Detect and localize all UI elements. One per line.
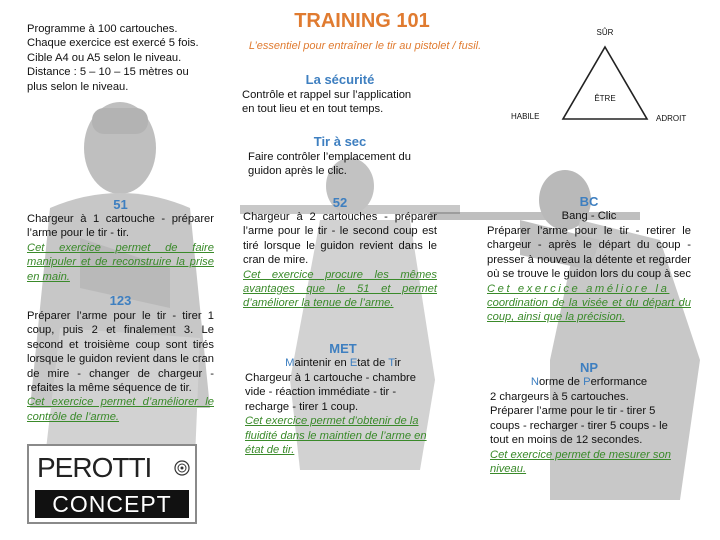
met-note: Cet exercice permet d’obtenir de la fluidité dans le maintien de l’arme en état de tir.: [245, 415, 427, 457]
triangle-shape: [560, 44, 650, 122]
met-word-3: ir: [394, 357, 401, 369]
np-line: 2 chargeurs à 5 cartouches.: [490, 391, 629, 403]
intro-line: Distance : 5 – 10 – 15 mètres ou: [27, 66, 189, 79]
securite-text: [242, 88, 442, 117]
np-line: coups - recharger - tirer 5 coups - le: [490, 419, 668, 432]
ex123-note: Cet exercice permet d’améliorer le contrôle de l’arme.: [27, 396, 214, 423]
ex51-text: Chargeur à 1 cartouche - préparer l’arme pour le tir - tir.: [27, 213, 214, 240]
np-word-1: orme de: [538, 376, 584, 388]
ex52-text: Chargeur à 2 cartouches - préparer l’arme pour le tir - le second coup est tiré lorsque le guidon revient dans le cran de mire.: [243, 211, 437, 267]
ex51-block: [27, 212, 214, 284]
bc-block: [487, 224, 691, 325]
tir-a-sec-text: [248, 150, 448, 179]
np-initial-n: N: [530, 376, 539, 388]
intro-line: Chaque exercice est exercé 5 fois.: [27, 37, 199, 50]
np-subtitle: [487, 375, 691, 389]
met-line: recharge - tirer 1 coup.: [245, 400, 359, 413]
triangle-label-right: ADROIT: [656, 114, 687, 123]
bc-title: BC: [579, 194, 599, 209]
met-initial-e: E: [349, 357, 358, 369]
ex123-text: Préparer l’arme pour le tir - tirer 1 coup, puis 2 et finalement 3. Le second et troisième coup sont tirés lorsque le guidon revient dans le cran de mire - changer de chargeur - refaites la même séquence de tir.: [27, 310, 214, 395]
np-note: Cet exercice permet de mesurer son niveau.: [490, 448, 671, 476]
securite-line: en tout lieu et en tout temps.: [242, 103, 384, 116]
ex123-title: 123: [109, 293, 132, 308]
np-line: Préparer l’arme pour le tir - tirer 5: [490, 405, 656, 418]
bc-text: Préparer l’arme pour le tir - retirer le chargeur - après le départ du coup - presser à nouveau la détente et regarder où se trouve le guidon lors du coup à sec: [487, 225, 691, 281]
page-title: TRAINING 101: [294, 10, 430, 32]
tir-a-sec-title: Tir à sec: [313, 134, 367, 149]
ex51-title: 51: [113, 197, 128, 212]
triangle-diagram: [505, 24, 705, 134]
intro-line: plus selon le niveau.: [27, 80, 129, 93]
bc-subtitle: Bang - Clic: [561, 210, 617, 222]
np-block: [490, 390, 694, 476]
triangle-label-top: SÛR: [596, 28, 614, 37]
logo-line-2: CONCEPT: [35, 490, 189, 518]
bc-note: coordination de la visée et du départ du coup, ainsi que la précision.: [487, 297, 691, 324]
met-initial-t: T: [388, 357, 395, 369]
intro-line: Programme à 100 cartouches.: [27, 23, 178, 35]
met-title: MET: [329, 341, 357, 356]
intro-block: [27, 22, 227, 94]
ex51-note: Cet exercice permet de faire manipuler et de reconstruire la prise en main.: [27, 241, 214, 283]
triangle-label-left: HABILE: [511, 112, 540, 121]
ex52-note: Cet exercice procure les mêmes avantages que le 51 et permet d’améliorer la tenue de l’arme.: [243, 268, 437, 310]
ex123-block: [27, 309, 214, 424]
met-word-2: tat de: [357, 357, 389, 369]
ex52-block: [243, 210, 437, 311]
met-subtitle: [243, 356, 443, 370]
perotti-concept-logo: [27, 444, 197, 524]
met-line: vide - réaction immédiate - tir -: [245, 386, 397, 399]
bc-note-spaced: Cet exercice améliore la: [487, 282, 670, 295]
ex52-title: 52: [332, 195, 348, 210]
page-subtitle: L’essentiel pour entraîner le tir au pistolet / fusil.: [248, 40, 482, 52]
logo-line-1: PEROTTI: [37, 452, 152, 483]
target-icon: [174, 460, 190, 476]
met-line: Chargeur à 1 cartouche - chambre: [245, 372, 417, 384]
np-line: tout en moins de 12 secondes.: [490, 434, 643, 447]
np-word-2: erformance: [590, 376, 648, 388]
triangle-label-center: ÊTRE: [594, 94, 616, 103]
intro-line: Cible A4 ou A5 selon le niveau.: [27, 51, 182, 64]
np-initial-p: P: [583, 376, 591, 388]
met-block: [245, 371, 445, 457]
np-title: NP: [579, 360, 599, 375]
tir-a-sec-line: guidon après le clic.: [248, 165, 347, 178]
securite-title: La sécurité: [305, 72, 375, 87]
met-word-1: aintenir en: [294, 357, 350, 369]
tir-a-sec-line: Faire contrôler l’emplacement du: [248, 151, 411, 163]
met-initial-m: M: [285, 357, 295, 369]
securite-line: Contrôle et rappel sur l’application: [242, 89, 412, 101]
